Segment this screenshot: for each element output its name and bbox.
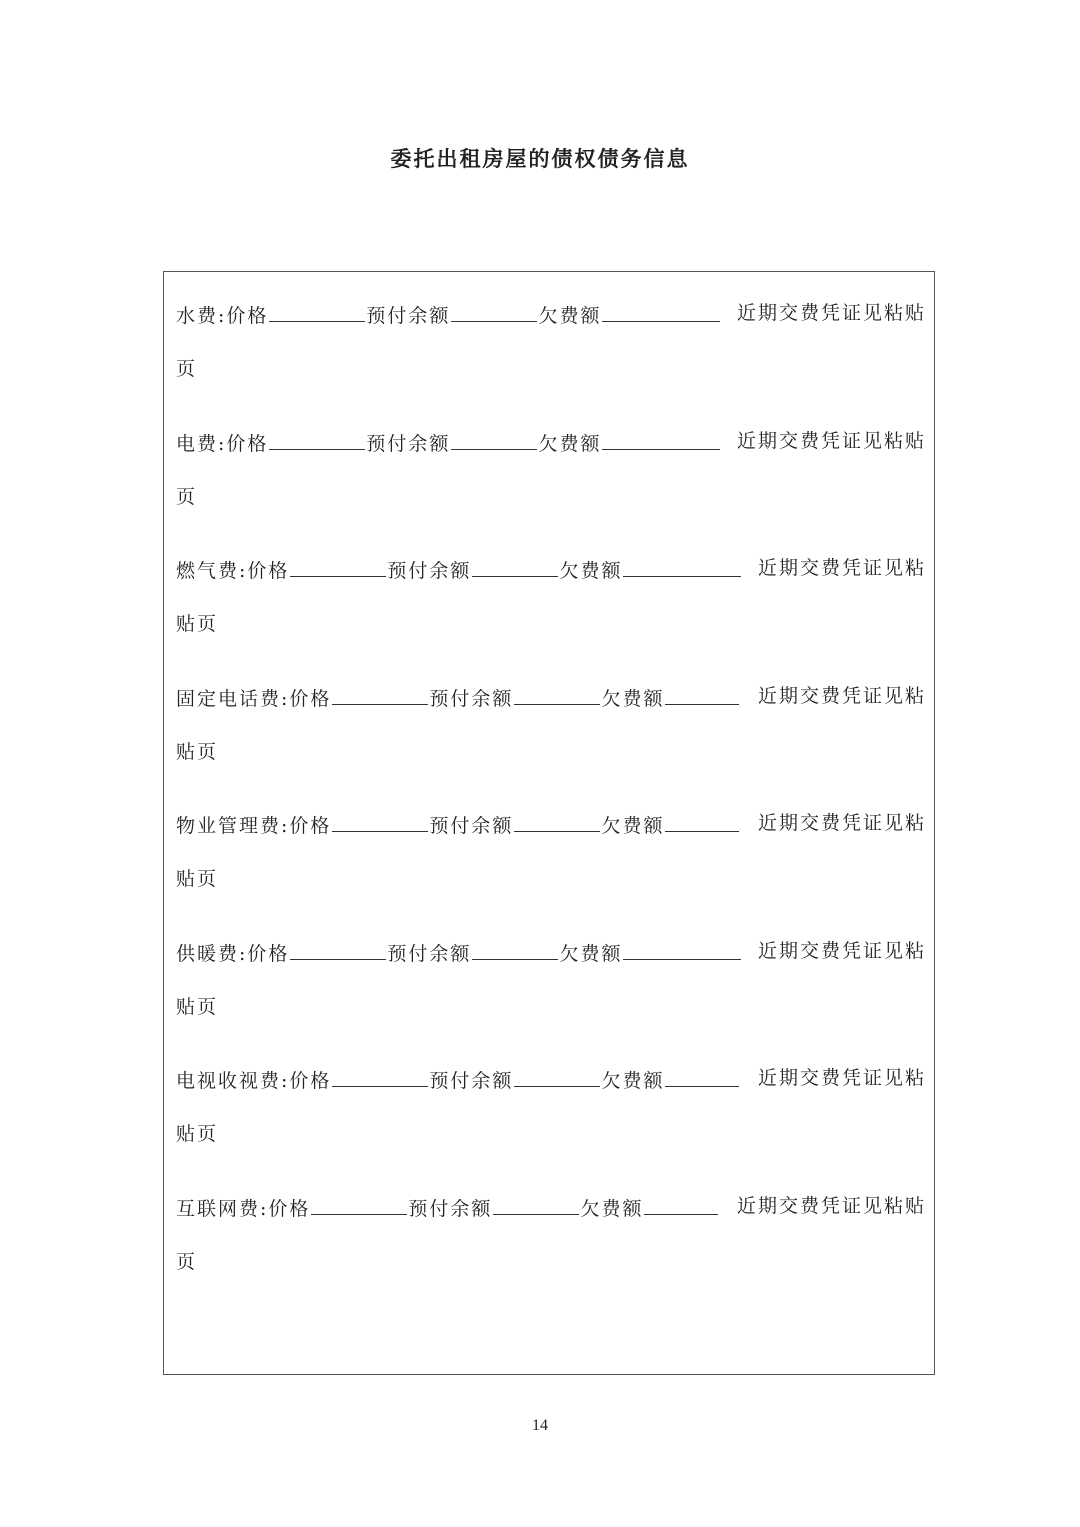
fee-entries: [176, 299, 926, 1319]
fee-entry-water: [176, 299, 926, 427]
arrears-blank[interactable]: [644, 1192, 718, 1215]
fee-name: 互联网费:: [176, 1197, 269, 1220]
prepaid-label: 预付余额: [429, 1070, 514, 1092]
fee-entry-line: [176, 1192, 926, 1220]
receipt-note: 近期交费凭证见粘: [757, 684, 926, 707]
prepaid-blank[interactable]: [514, 682, 600, 705]
arrears-blank[interactable]: [602, 299, 720, 322]
price-blank[interactable]: [332, 1064, 428, 1087]
receipt-note-continued: 页: [176, 485, 198, 508]
arrears-label: 欠费额: [538, 305, 602, 327]
price-blank[interactable]: [269, 427, 365, 450]
fee-entry-gas: [176, 554, 926, 682]
prepaid-label: 预付余额: [366, 432, 451, 455]
receipt-note-continued: 贴页: [176, 868, 219, 890]
arrears-blank[interactable]: [665, 809, 739, 832]
fee-entry-line: [176, 299, 926, 327]
price-label: 价格: [268, 1197, 311, 1220]
arrears-label: 欠费额: [538, 432, 602, 455]
fee-entry-property-management: [176, 809, 926, 937]
fee-entry-line: [176, 554, 926, 582]
prepaid-blank[interactable]: [472, 554, 558, 577]
price-blank[interactable]: [332, 809, 428, 832]
receipt-note: 近期交费凭证见粘: [757, 812, 926, 834]
price-label: 价格: [247, 560, 290, 582]
fee-entry-internet: [176, 1192, 926, 1320]
price-blank[interactable]: [332, 682, 428, 705]
arrears-blank[interactable]: [623, 937, 741, 960]
price-blank[interactable]: [290, 554, 386, 577]
fee-entry-line: [176, 937, 926, 965]
price-blank[interactable]: [290, 937, 386, 960]
arrears-label: 欠费额: [601, 687, 665, 710]
receipt-note: 近期交费凭证见粘: [757, 1067, 926, 1089]
fee-entry-line: [176, 809, 926, 837]
price-label: 价格: [289, 815, 332, 837]
prepaid-label: 预付余额: [366, 305, 451, 327]
prepaid-label: 预付余额: [387, 942, 472, 965]
prepaid-blank[interactable]: [514, 809, 600, 832]
arrears-blank[interactable]: [665, 682, 739, 705]
receipt-note-continued: 页: [176, 358, 198, 380]
fee-name: 物业管理费:: [176, 815, 290, 837]
receipt-note: 近期交费凭证见粘: [757, 939, 926, 962]
prepaid-label: 预付余额: [429, 687, 514, 710]
fee-name: 电费:: [176, 432, 227, 455]
receipt-note: 近期交费凭证见粘贴: [736, 1194, 926, 1217]
receipt-note: 近期交费凭证见粘贴: [736, 302, 926, 324]
arrears-label: 欠费额: [601, 815, 665, 837]
receipt-note-continued: 页: [176, 1250, 198, 1273]
receipt-note-continued: 贴页: [176, 613, 219, 635]
fee-entry-line: [176, 427, 926, 455]
price-blank[interactable]: [311, 1192, 407, 1215]
arrears-blank[interactable]: [665, 1064, 739, 1087]
prepaid-label: 预付余额: [387, 560, 472, 582]
price-label: 价格: [289, 1070, 332, 1092]
receipt-note-continued: 贴页: [176, 995, 219, 1018]
arrears-label: 欠费额: [601, 1070, 665, 1092]
fee-name: 供暖费:: [176, 942, 248, 965]
receipt-note: 近期交费凭证见粘贴: [736, 429, 926, 452]
page-title: 委托出租房屋的债权债务信息: [390, 146, 690, 171]
price-label: 价格: [226, 305, 269, 327]
page-number: 14: [532, 1417, 548, 1434]
arrears-blank[interactable]: [602, 427, 720, 450]
form-box: [163, 271, 935, 1375]
arrears-label: 欠费额: [559, 560, 623, 582]
arrears-blank[interactable]: [623, 554, 741, 577]
prepaid-label: 预付余额: [408, 1197, 493, 1220]
fee-entry-tv: [176, 1064, 926, 1192]
fee-entry-line: [176, 682, 926, 710]
prepaid-blank[interactable]: [514, 1064, 600, 1087]
price-blank[interactable]: [269, 299, 365, 322]
prepaid-blank[interactable]: [451, 427, 537, 450]
receipt-note: 近期交费凭证见粘: [757, 557, 926, 579]
receipt-note-continued: 贴页: [176, 740, 219, 763]
fee-name: 固定电话费:: [176, 687, 290, 710]
receipt-note-continued: 贴页: [176, 1123, 219, 1145]
arrears-label: 欠费额: [559, 942, 623, 965]
price-label: 价格: [247, 942, 290, 965]
prepaid-label: 预付余额: [429, 815, 514, 837]
price-label: 价格: [289, 687, 332, 710]
fee-entry-line: [176, 1064, 926, 1092]
fee-name: 燃气费:: [176, 560, 248, 582]
price-label: 价格: [226, 432, 269, 455]
prepaid-blank[interactable]: [451, 299, 537, 322]
fee-entry-landline: [176, 682, 926, 810]
fee-name: 电视收视费:: [176, 1070, 290, 1092]
prepaid-blank[interactable]: [472, 937, 558, 960]
fee-entry-heating: [176, 937, 926, 1065]
fee-entry-electricity: [176, 427, 926, 555]
arrears-label: 欠费额: [580, 1197, 644, 1220]
fee-name: 水费:: [176, 305, 227, 327]
prepaid-blank[interactable]: [493, 1192, 579, 1215]
